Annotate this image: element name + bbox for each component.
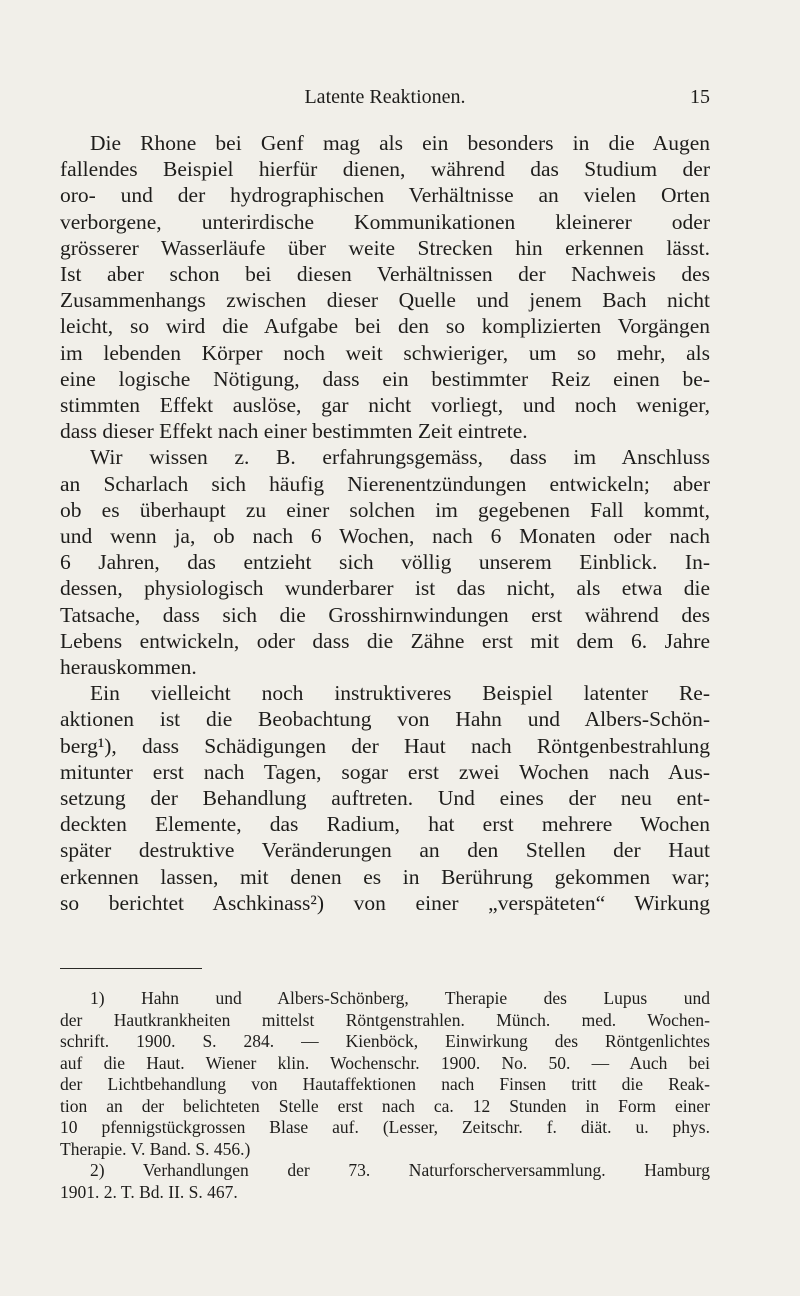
text-line: im lebenden Körper noch weit schwieriger, um so mehr, als — [60, 340, 710, 365]
footnote-separator — [60, 968, 202, 969]
text-line: Tatsache, dass sich die Grosshirnwindungen erst während des — [60, 602, 710, 627]
text-line: setzung der Behandlung auftreten. Und eines der neu ent- — [60, 786, 710, 811]
text-line: deckten Elemente, das Radium, hat erst mehrere Wochen — [60, 812, 710, 837]
text-line: so berichtet Aschkinass²) von einer „verspäteten“ Wirkung — [60, 890, 710, 915]
footnote-line: 1901. 2. T. Bd. II. S. 467. — [60, 1181, 238, 1202]
text-line: Ist aber schon bei diesen Verhältnissen der Nachweis des — [60, 262, 710, 287]
text-line: mitunter erst nach Tagen, sogar erst zwei Wochen nach Aus- — [60, 759, 710, 784]
text-line: an Scharlach sich häufig Nierenentzündungen entwickeln; aber — [60, 471, 710, 496]
footnote-line: auf die Haut. Wiener klin. Wochenschr. 1900. No. 50. — Auch bei — [60, 1052, 710, 1073]
text-line: fallendes Beispiel hierfür dienen, während das Studium der — [60, 157, 710, 182]
text-line: stimmten Effekt auslöse, gar nicht vorliegt, und noch weniger, — [60, 393, 710, 418]
text-line: herauskommen. — [60, 655, 197, 680]
text-line: 6 Jahren, das entzieht sich völlig unserem Einblick. In- — [60, 550, 710, 575]
footnote-line: Therapie. V. Band. S. 456.) — [60, 1138, 251, 1159]
text-line: leicht, so wird die Aufgabe bei den so komplizierten Vorgängen — [60, 314, 710, 339]
page-number: 15 — [690, 86, 710, 108]
text-line: oro- und der hydrographischen Verhältnisse an vielen Orten — [60, 183, 710, 208]
text-line: dass dieser Effekt nach einer bestimmten Zeit eintrete. — [60, 419, 528, 444]
text-line: später destruktive Veränderungen an den Stellen der Haut — [60, 838, 710, 863]
text-line: Zusammenhangs zwischen dieser Quelle und jenem Bach nicht — [60, 288, 710, 313]
text-line: erkennen lassen, mit denen es in Berührung gekommen war; — [60, 864, 710, 889]
text-line: Lebens entwickeln, oder dass die Zähne erst mit dem 6. Jahre — [60, 628, 710, 653]
footnote-line: 10 pfennigstückgrossen Blase auf. (Lesser, Zeitschr. f. diät. u. phys. — [60, 1117, 710, 1137]
footnote-line: der Lichtbehandlung von Hautaffektionen nach Finsen tritt die Reak- — [60, 1074, 710, 1094]
footnote-line: 2) Verhandlungen der 73. Naturforscherversammlung. Hamburg — [90, 1160, 710, 1180]
text-line: und wenn ja, ob nach 6 Wochen, nach 6 Monaten oder nach — [60, 524, 710, 549]
text-line: verborgene, unterirdische Kommunikationen kleinerer oder — [60, 209, 710, 234]
text-line: Die Rhone bei Genf mag als ein besonders in die Augen — [90, 131, 710, 155]
text-line: Wir wissen z. B. erfahrungsgemäss, dass im Anschluss — [90, 445, 710, 470]
running-title: Latente Reaktionen. — [304, 86, 466, 108]
footnotes — [60, 988, 710, 1203]
text-line: aktionen ist die Beobachtung von Hahn und Albers-Schön- — [60, 707, 710, 732]
text-line: grösserer Wasserläufe über weite Strecken hin erkennen lässt. — [60, 235, 710, 260]
text-line: dessen, physiologisch wunderbarer ist das nicht, als etwa die — [60, 576, 710, 601]
footnote-line: tion an der belichteten Stelle erst nach ca. 12 Stunden in Form einer — [60, 1095, 710, 1116]
footnote-line: schrift. 1900. S. 284. — Kienböck, Einwirkung des Röntgenlichtes — [60, 1031, 710, 1051]
text-line: eine logische Nötigung, dass ein bestimmter Reiz einen be- — [60, 366, 710, 391]
book-page — [60, 0, 710, 1296]
running-header — [60, 86, 710, 116]
footnote-line: 1) Hahn und Albers-Schönberg, Therapie des Lupus und — [90, 988, 710, 1008]
main-text — [60, 130, 710, 916]
footnote-line: der Hautkrankheiten mittelst Röntgenstrahlen. Münch. med. Wochen- — [60, 1009, 710, 1030]
text-line: ob es überhaupt zu einer solchen im gegebenen Fall kommt, — [60, 497, 710, 522]
text-line: berg¹), dass Schädigungen der Haut nach Röntgenbestrahlung — [60, 733, 710, 758]
text-line: Ein vielleicht noch instruktiveres Beispiel latenter Re- — [90, 681, 710, 706]
